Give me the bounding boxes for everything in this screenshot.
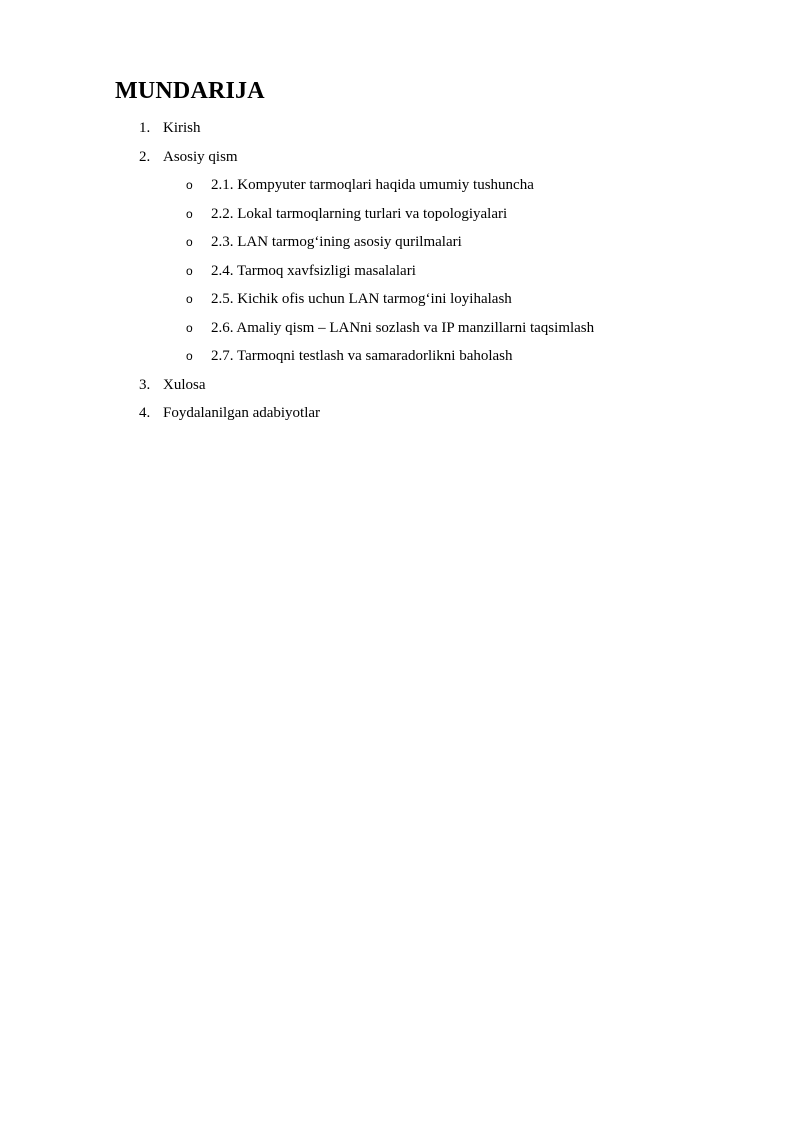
toc-item-number: 2. <box>139 148 151 165</box>
toc-item-label: Xulosa <box>163 376 206 393</box>
toc-subitem <box>0 342 800 371</box>
toc-item-number: 4. <box>139 405 151 421</box>
circle-bullet-icon: o <box>186 320 193 335</box>
toc-subitem-label: 2.3. LAN tarmog‘ining asosiy qurilmalari <box>211 234 462 250</box>
toc-item-asosiy-qism <box>0 143 800 172</box>
toc-item-xulosa <box>0 371 800 400</box>
toc-subitem-label: 2.1. Kompyuter tarmoqlari haqida umumiy tushuncha <box>211 177 534 193</box>
toc-subitem-label: 2.2. Lokal tarmoqlarning turlari va topologiyalari <box>211 205 508 222</box>
circle-bullet-icon: o <box>186 178 193 192</box>
page-title: MUNDARIJA <box>115 78 265 104</box>
circle-bullet-icon: o <box>186 349 193 363</box>
toc-item-number: 1. <box>139 120 151 136</box>
toc-subitem-label: 2.4. Tarmoq xavfsizligi masalalari <box>211 262 416 279</box>
toc-item-label: Asosiy qism <box>163 148 238 165</box>
circle-bullet-icon: o <box>186 292 193 306</box>
toc-subitem-label: 2.6. Amaliy qism – LANni sozlash va IP manzillarni taqsimlash <box>211 319 595 336</box>
toc-item-label: Kirish <box>163 120 201 136</box>
toc-subitem-label: 2.5. Kichik ofis uchun LAN tarmog‘ini loyihalash <box>211 291 512 307</box>
toc-subitem-label: 2.7. Tarmoqni testlash va samaradorlikni baholash <box>211 348 513 364</box>
toc-item-kirish <box>0 114 800 143</box>
circle-bullet-icon: o <box>186 263 193 278</box>
toc-subitem <box>0 285 800 314</box>
toc-subitem <box>0 200 800 229</box>
toc-subitem <box>0 228 800 257</box>
toc-item-adabiyotlar <box>0 399 800 428</box>
toc-item-label: Foydalanilgan adabiyotlar <box>163 405 321 421</box>
toc-subitem <box>0 171 800 200</box>
table-of-contents <box>0 114 800 428</box>
circle-bullet-icon: o <box>186 206 193 221</box>
toc-item-number: 3. <box>139 376 151 393</box>
toc-subitem <box>0 314 800 343</box>
circle-bullet-icon: o <box>186 235 193 249</box>
toc-subitem <box>0 257 800 286</box>
